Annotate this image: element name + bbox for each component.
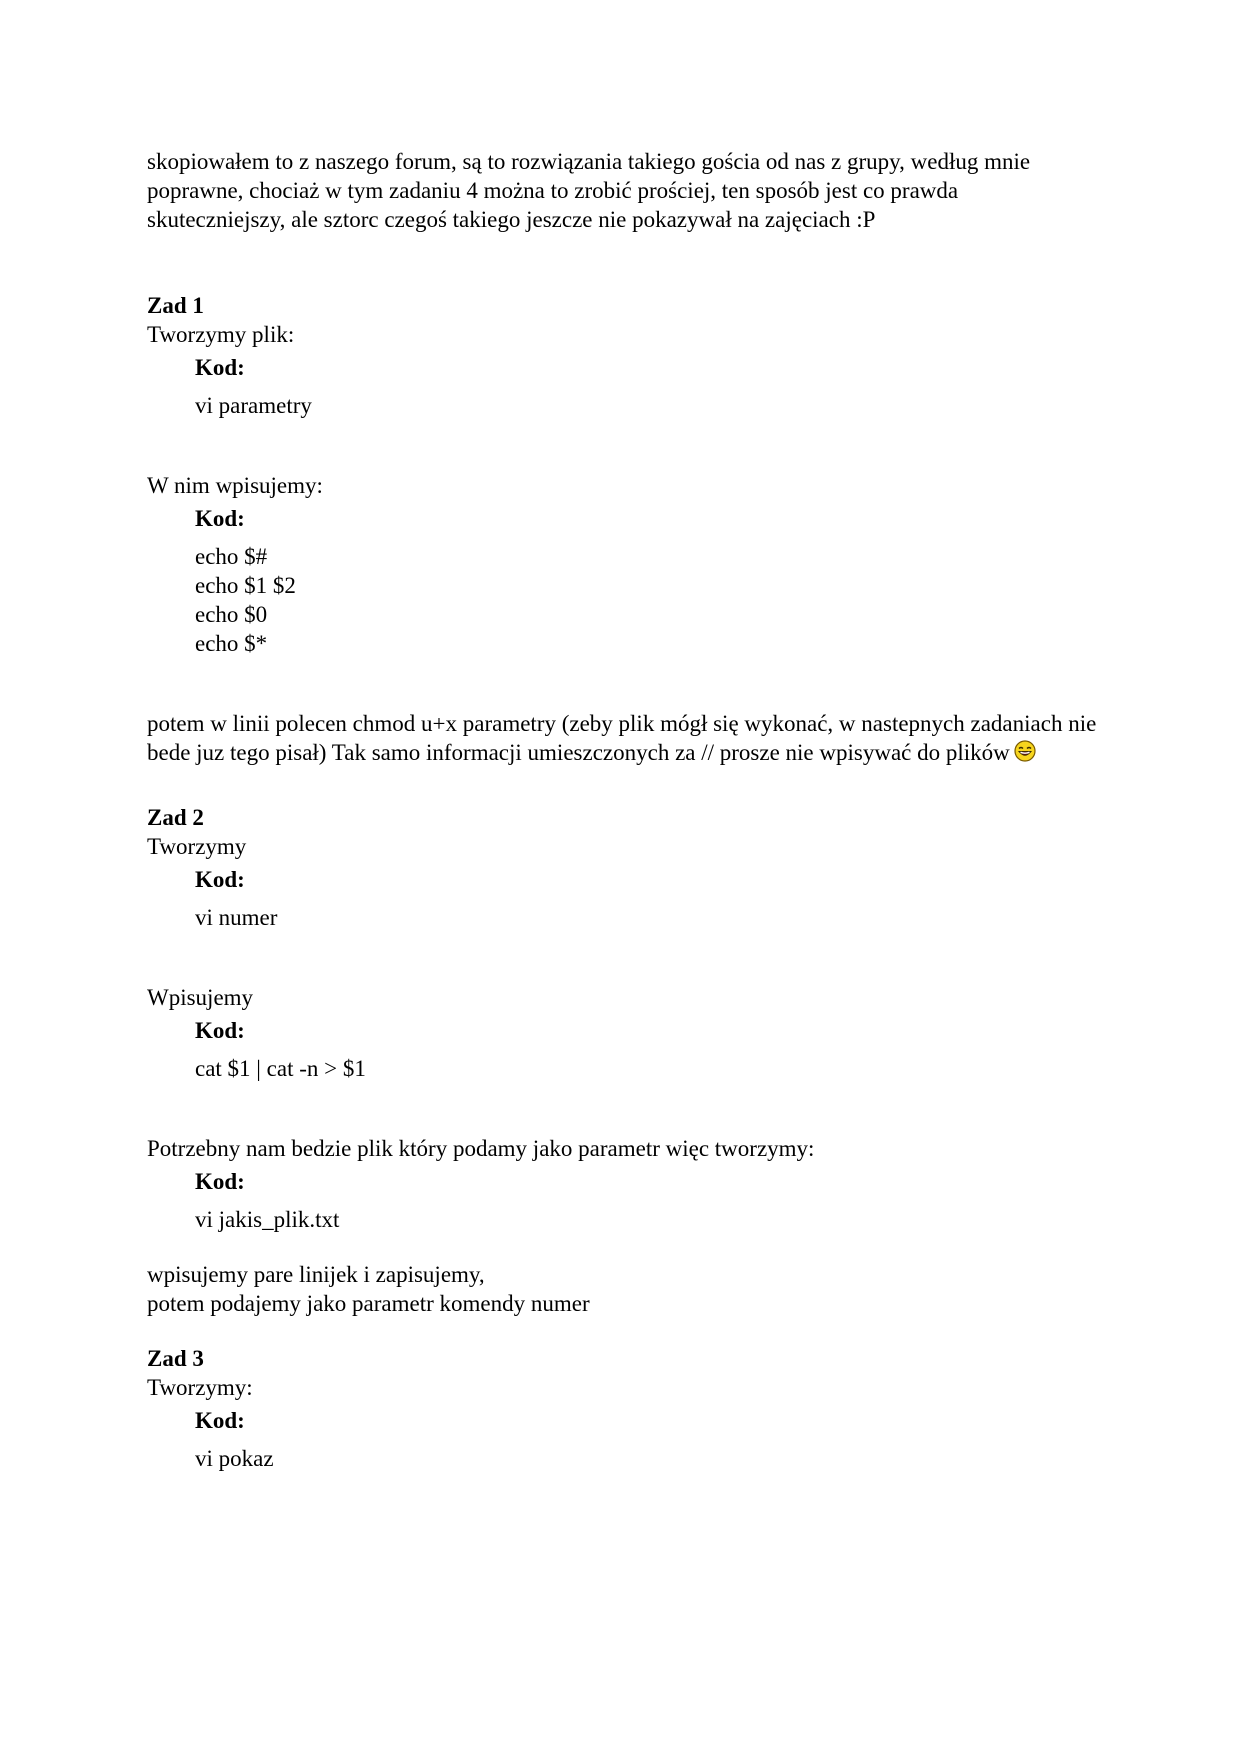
zad1-code-block-1 xyxy=(195,353,1097,420)
zad2-after-line1: wpisujemy pare linijek i zapisujemy, xyxy=(147,1262,485,1287)
code-line: vi parametry xyxy=(195,393,312,418)
zad2-code-block-1 xyxy=(195,865,1097,932)
code-line: echo $* xyxy=(195,631,268,656)
code-line: echo $1 $2 xyxy=(195,573,296,598)
code-line: vi pokaz xyxy=(195,1446,274,1471)
zad2-code-block-2 xyxy=(195,1016,1097,1083)
zad2-text3: Potrzebny nam bedzie plik który podamy jako parametr więc tworzymy: xyxy=(147,1136,815,1161)
zad1-text1: Tworzymy plik: xyxy=(147,322,295,347)
zad2-text1: Tworzymy xyxy=(147,834,247,859)
code-line: echo $0 xyxy=(195,602,268,627)
code-label: Kod: xyxy=(195,355,245,380)
zad3-text1: Tworzymy: xyxy=(147,1375,253,1400)
code-line: echo $# xyxy=(195,544,268,569)
code-line: cat $1 | cat -n > $1 xyxy=(195,1056,366,1081)
code-label: Kod: xyxy=(195,1408,245,1433)
intro-paragraph: skopiowałem to z naszego forum, są to rozwiązania takiego gościa od nas z grupy, według mnie poprawne, chociaż w tym zadaniu 4 można to zrobić prościej, ten sposób jest co prawda skuteczniejszy, ale sztorc czegoś takiego jeszcze nie pokazywał na zajęciach :P xyxy=(147,149,1031,232)
zad1-text2: W nim wpisujemy: xyxy=(147,473,323,498)
zad1-after-paragraph xyxy=(147,709,1097,767)
zad2-heading: Zad 2 xyxy=(147,805,204,830)
code-label: Kod: xyxy=(195,1169,245,1194)
code-label: Kod: xyxy=(195,506,245,531)
document-page xyxy=(147,147,1097,1473)
zad3-code-block-1 xyxy=(195,1406,1097,1473)
code-label: Kod: xyxy=(195,867,245,892)
zad2-text2: Wpisujemy xyxy=(147,985,254,1010)
zad2-after-line2: potem podajemy jako parametr komendy numer xyxy=(147,1291,590,1316)
zad1-heading: Zad 1 xyxy=(147,293,204,318)
zad2-code-block-3 xyxy=(195,1167,1097,1234)
zad1-after-text: potem w linii polecen chmod u+x parametry (zeby plik mógł się wykonać, w nastepnych zadaniach nie bede juz tego pisał) Tak samo informacji umieszczonych za // prosze nie wpisywać do plików xyxy=(147,711,1097,765)
code-line: vi numer xyxy=(195,905,278,930)
zad1-code-block-2 xyxy=(195,504,1097,658)
laughing-emoticon-icon xyxy=(1014,740,1036,762)
code-label: Kod: xyxy=(195,1018,245,1043)
zad3-heading: Zad 3 xyxy=(147,1346,204,1371)
code-line: vi jakis_plik.txt xyxy=(195,1207,340,1232)
